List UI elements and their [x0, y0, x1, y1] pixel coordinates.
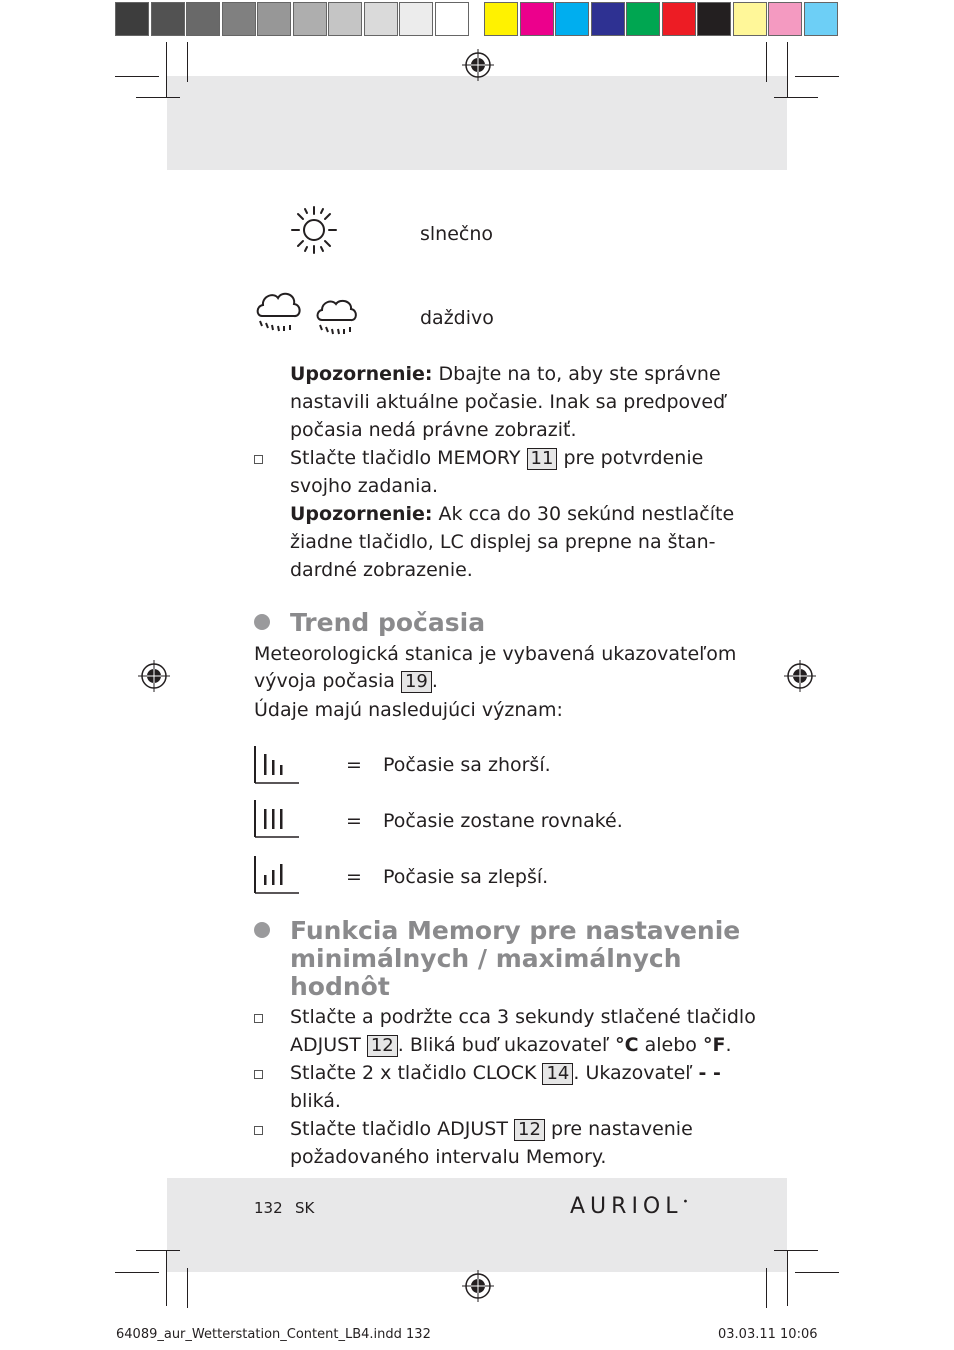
- note-warning-1-line3: počasia nedá právne zobraziť.: [290, 419, 577, 441]
- memory-step-2: Stlačte 2 x tlačidlo CLOCK 14 . Ukazovateľ - -: [290, 1062, 721, 1084]
- gray-swatch: [293, 2, 327, 36]
- trend-better-icon: [254, 856, 300, 894]
- note-warning-1-line2: nastavili aktuálne počasie. Inak sa predpoveď: [290, 391, 726, 413]
- registration-mark-right: [784, 660, 816, 692]
- color-swatch: [662, 2, 696, 36]
- memory-step-1: Stlačte a podržte cca 3 sekundy stlačené tlačidlo: [290, 1006, 756, 1028]
- section-heading-trend: Trend počasia: [290, 608, 486, 637]
- gray-swatch: [257, 2, 291, 36]
- note-warning-2-line3: dardné zobrazenie.: [290, 559, 473, 581]
- registration-mark-left: [138, 660, 170, 692]
- step-memory-line2: svojho zadania.: [290, 475, 439, 497]
- brand-logo: AURIOL•: [570, 1194, 689, 1219]
- trend-better-eq: =: [346, 866, 362, 888]
- color-swatch: [804, 2, 838, 36]
- gray-swatch: [364, 2, 398, 36]
- gray-swatch: [151, 2, 185, 36]
- color-swatch: [591, 2, 625, 36]
- gray-swatch: [115, 2, 149, 36]
- note-warning-2-line2: žiadne tlačidlo, LC displej sa prepne na štan-: [290, 531, 716, 553]
- sunny-label: slnečno: [420, 223, 494, 245]
- memory-step-3-line2: požadovaného intervalu Memory.: [290, 1146, 607, 1168]
- step-memory: Stlačte tlačidlo MEMORY 11 pre potvrdenie: [290, 447, 704, 469]
- color-swatch: [484, 2, 518, 36]
- gray-swatch: [399, 2, 433, 36]
- rain-cloud-icon: [254, 288, 304, 336]
- trend-steady-icon: [254, 800, 300, 838]
- language-code: SK: [295, 1199, 315, 1217]
- bullet-square: [254, 1126, 263, 1135]
- gray-swatch: [222, 2, 256, 36]
- color-swatch: [768, 2, 802, 36]
- header-band: [167, 76, 787, 170]
- section-bullet: [254, 922, 270, 938]
- memory-step-1-line2: ADJUST 12 . Bliká buď ukazovateľ °C alebo °F.: [290, 1034, 732, 1056]
- trend-paragraph-1: Meteorologická stanica je vybavená ukazovateľom: [254, 643, 737, 665]
- bullet-square: [254, 455, 263, 464]
- memory-step-3: Stlačte tlačidlo ADJUST 12 pre nastavenie: [290, 1118, 693, 1140]
- gray-swatch: [435, 2, 469, 36]
- memory-step-2-line2: bliká.: [290, 1090, 341, 1112]
- section-heading-memory-1: Funkcia Memory pre nastavenie: [290, 916, 741, 945]
- registration-mark-top: [462, 49, 494, 81]
- trend-worse-icon: [254, 746, 300, 784]
- color-swatch: [697, 2, 731, 36]
- note-warning-1: Upozornenie: Dbajte na to, aby ste správne: [290, 363, 721, 385]
- bullet-square: [254, 1014, 263, 1023]
- section-heading-memory-2: minimálnych / maximálnych: [290, 944, 682, 973]
- bullet-square: [254, 1070, 263, 1079]
- color-swatch: [520, 2, 554, 36]
- footer-band: [167, 1178, 787, 1272]
- color-swatch: [733, 2, 767, 36]
- trend-steady-text: Počasie zostane rovnaké.: [383, 810, 623, 832]
- gray-swatch: [328, 2, 362, 36]
- trend-worse-eq: =: [346, 754, 362, 776]
- trend-paragraph-2: vývoja počasia 19 .: [254, 670, 438, 692]
- note-warning-2: Upozornenie: Ak cca do 30 sekúnd nestlačíte: [290, 503, 735, 525]
- sun-icon: [290, 205, 338, 255]
- section-heading-memory-3: hodnôt: [290, 972, 390, 1001]
- gray-swatch: [186, 2, 220, 36]
- section-bullet: [254, 614, 270, 630]
- trend-steady-eq: =: [346, 810, 362, 832]
- registration-mark-bottom: [462, 1270, 494, 1302]
- page-number: 132: [254, 1199, 283, 1217]
- rain-cloud-small-icon: [314, 296, 360, 338]
- rainy-label: daždivo: [420, 307, 494, 329]
- trend-better-text: Počasie sa zlepší.: [383, 866, 549, 888]
- trend-paragraph-3: Údaje majú nasledujúci význam:: [254, 699, 563, 721]
- date-slug: 03.03.11 10:06: [718, 1327, 818, 1342]
- trend-worse-text: Počasie sa zhorší.: [383, 754, 551, 776]
- color-swatch: [626, 2, 660, 36]
- file-slug: 64089_aur_Wetterstation_Content_LB4.indd 132: [116, 1327, 431, 1342]
- color-swatch: [555, 2, 589, 36]
